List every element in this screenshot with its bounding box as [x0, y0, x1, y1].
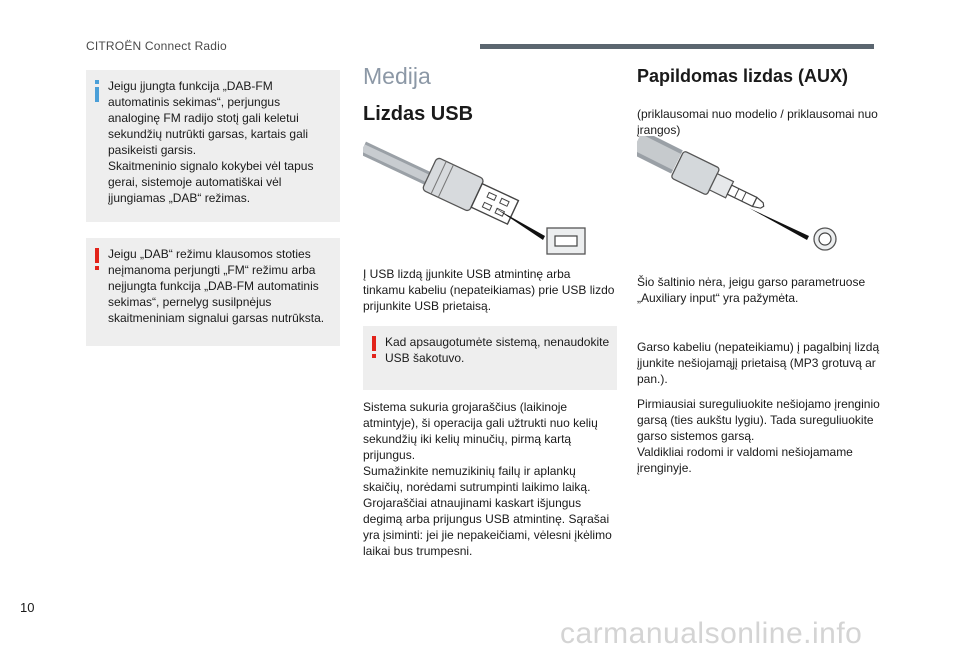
aux-para2-line: Valdikliai rodomi ir valdomi nešiojamame: [637, 445, 853, 459]
aux-para1-line: įjunkite nešiojamąjį prietaisą (MP3 grotuvą ar: [637, 356, 876, 370]
usb-text-line: tinkamu kabeliu (nepateikiamas) prie USB lizdo: [363, 283, 615, 297]
info-line: analoginę FM radijo stotį gali keletui: [108, 111, 299, 125]
watermark: carmanualsonline.info: [560, 617, 863, 650]
header-bar: [480, 44, 874, 49]
playlist-text-line: yra įsiminti: jei jie nepakeičiami, vėlesni įkėlimo: [363, 528, 612, 542]
warning-line: sekimas“, pernelyg susilpnėjus: [108, 295, 272, 309]
aux-para2-line: Pirmiausiai sureguliuokite nešiojamo įrenginio: [637, 397, 880, 411]
aux-para2-line: įrenginyje.: [637, 461, 692, 475]
usb-text-line: Į USB lizdą įjunkite USB atmintinę arba: [363, 267, 571, 281]
warning-line: Jeigu „DAB“ režimu klausomos stoties: [108, 247, 311, 261]
info-line: pasikeisti garsis.: [108, 143, 197, 157]
warning-line: skaitmeniniam signalui garsas nutrūksta.: [108, 311, 325, 325]
usb-heading: Lizdas USB: [363, 103, 474, 125]
playlist-text-line: Sistema sukuria grojaraščius (laikinoje: [363, 400, 568, 414]
aux-jack-illustration: [637, 136, 847, 254]
aux-heading: Papildomas lizdas (AUX): [637, 66, 849, 86]
warning-icon: [370, 336, 378, 358]
aux-para1-line: pan.).: [637, 372, 668, 386]
info-icon: [93, 80, 101, 102]
warning-line: USB šakotuvo.: [385, 351, 465, 365]
warning-icon: [93, 248, 101, 270]
info-line: Jeigu įjungta funkcija „DAB-FM: [108, 79, 273, 93]
info-line: Skaitmeninio signalo kokybei vėl tapus: [108, 159, 314, 173]
aux-note-line: „Auxiliary input“ yra pažymėta.: [637, 291, 799, 305]
playlist-text-line: degimą arba prijungus USB atmintinę. Sąrašai: [363, 512, 610, 526]
info-line: įjungiamas „DAB“ režimas.: [108, 191, 251, 205]
playlist-text-line: Grojaraščiai atnaujinami kaskart išjungus: [363, 496, 582, 510]
warning-box-usb-hub: [363, 326, 617, 390]
section-heading-media: Medija: [363, 63, 431, 89]
playlist-text-line: laikai bus trumpesni.: [363, 544, 473, 558]
warning-box-dab: [86, 238, 340, 346]
playlist-text-line: prijungus.: [363, 448, 416, 462]
playlist-text-line: skaičių, norėdami sutrumpinti laikimo laiką.: [363, 480, 591, 494]
page-number: 10: [20, 600, 35, 615]
info-line: sekundžių nutrūkti garsas, kartais gali: [108, 127, 309, 141]
playlist-text-line: Sumažinkite nemuzikinių failų ir aplankų: [363, 464, 576, 478]
page-header-title: CITROËN Connect Radio: [86, 39, 227, 53]
usb-illustration: [363, 140, 593, 258]
aux-subtitle-line: (priklausomai nuo modelio / priklausomai nuo: [637, 107, 878, 121]
aux-note-line: Šio šaltinio nėra, jeigu garso parametruose: [637, 275, 866, 289]
usb-text-line: prijunkite USB prietaisą.: [363, 299, 492, 313]
aux-subtitle-line: įrangos): [637, 123, 681, 137]
aux-para2-line: garsą (ties aukštu lygiu). Tada sureguliuokite: [637, 413, 874, 427]
aux-para2-line: garso sistemos garsą.: [637, 429, 755, 443]
info-box: [86, 70, 340, 222]
info-line: automatinis sekimas“, perjungus: [108, 95, 281, 109]
info-line: gerai, sistemoje automatiškai vėl: [108, 175, 282, 189]
aux-para1-line: Garso kabeliu (nepateikiamu) į pagalbinį lizdą: [637, 340, 880, 354]
playlist-text-line: sekundžių iki kelių minučių, pirmą kartą: [363, 432, 572, 446]
warning-line: Kad apsaugotumėte sistemą, nenaudokite: [385, 335, 610, 349]
warning-line: neįmanoma perjungti „FM“ režimu arba: [108, 263, 316, 277]
warning-line: neįjungta funkcija „DAB-FM automatinis: [108, 279, 319, 293]
playlist-text-line: atmintyje), ši operacija gali užtrukti nuo kelių: [363, 416, 598, 430]
